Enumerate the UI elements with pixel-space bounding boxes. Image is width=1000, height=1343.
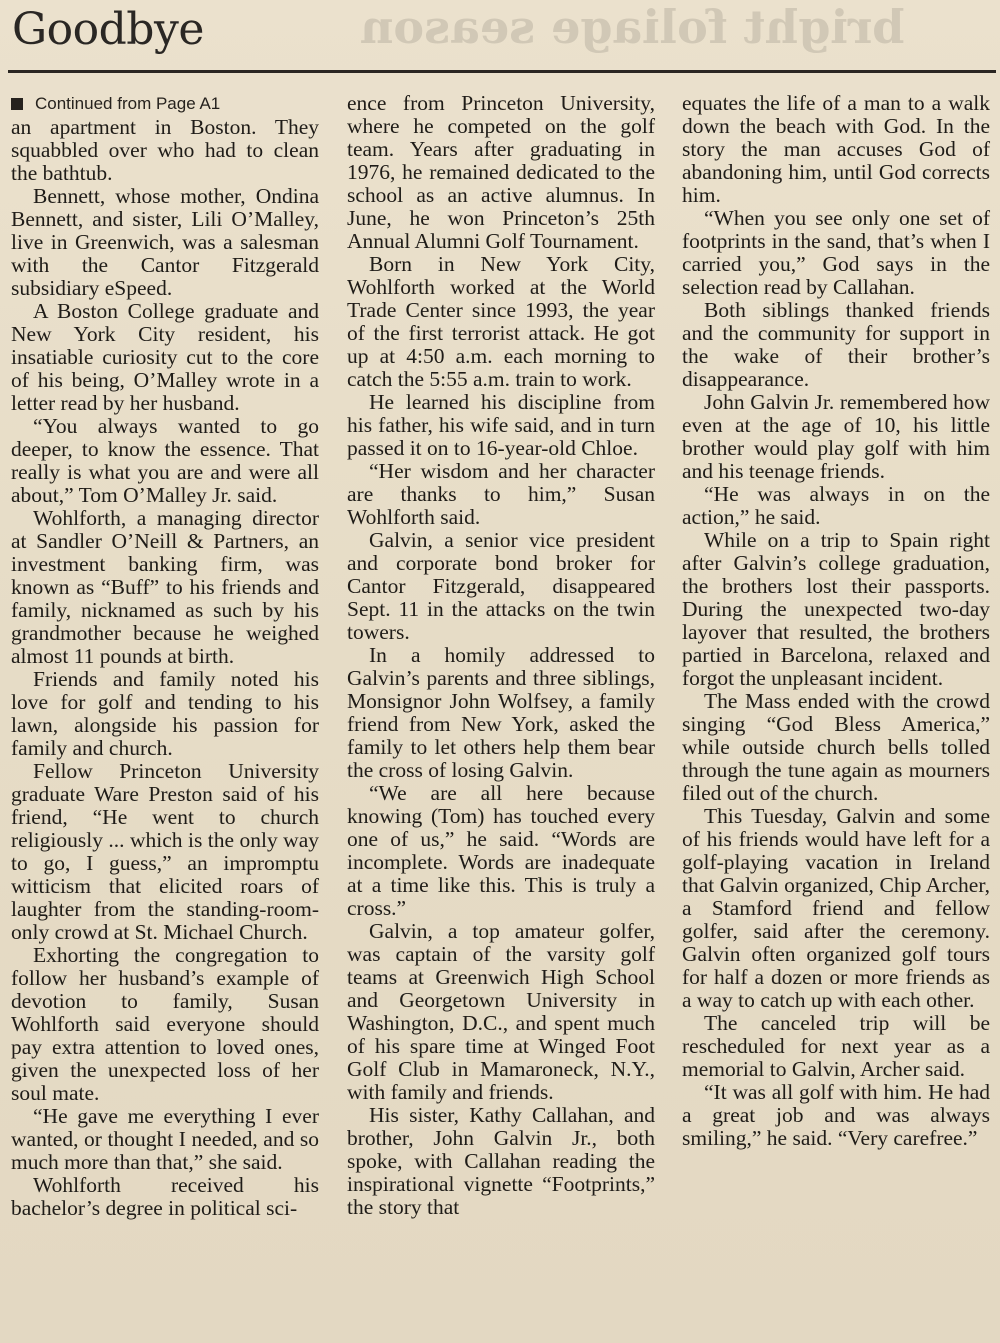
article-column-1 xyxy=(11,92,319,1220)
bleed-through-headline: bright foliage season xyxy=(360,0,905,54)
jump-line xyxy=(11,92,319,115)
headline-rule xyxy=(8,70,996,73)
paragraph: A Boston College graduate and New York City resident, his insatiable curiosity cut to the core of his being, O’Malley wrote in a letter read by her husband. xyxy=(11,299,319,415)
paragraph: Born in New York City, Wohlforth worked at the World Trade Center since 1993, the year of the first terrorist attack. He got up at 4:50 a.m. each morning to catch the 5:55 a.m. train to work. xyxy=(347,252,655,391)
paragraph: While on a trip to Spain right after Galvin’s college graduation, the brothers lost their passports. During the unexpected two-day layover that resulted, the brothers partied in Barcelona, relaxed and forgot the unpleasant incident. xyxy=(682,528,990,690)
paragraph: Both siblings thanked friends and the community for support in the wake of their brother’s disappearance. xyxy=(682,298,990,391)
paragraph: Friends and family noted his love for golf and tending to his lawn, alongside his passion for family and church. xyxy=(11,667,319,760)
paragraph: “When you see only one set of footprints in the sand, that’s when I carried you,” God says in the selection read by Callahan. xyxy=(682,206,990,299)
paragraph: Wohlforth, a managing director at Sandler O’Neill & Partners, an investment banking firm, was known as “Buff” to his friends and family, nicknamed as such by his grandmother because he weighed almost 11 pounds at birth. xyxy=(11,506,319,668)
square-bullet-icon xyxy=(11,98,23,110)
article-column-2 xyxy=(347,92,655,1219)
paragraph: The canceled trip will be rescheduled for next year as a memorial to Galvin, Archer said. xyxy=(682,1011,990,1081)
paragraph: “He was always in on the action,” he said. xyxy=(682,482,990,529)
paragraph: equates the life of a man to a walk down the beach with God. In the story the man accuses God of abandoning him, until God corrects him. xyxy=(682,91,990,207)
paragraph: an apartment in Boston. They squabbled over who had to clean the bathtub. xyxy=(11,115,319,185)
paragraph: The Mass ended with the crowd singing “God Bless America,” while outside church bells tolled through the tune again as mourners filed out of the church. xyxy=(682,689,990,805)
paragraph: “He gave me everything I ever wanted, or thought I needed, and so much more than that,” she said. xyxy=(11,1104,319,1174)
paragraph: ence from Princeton University, where he competed on the golf team. Years after graduating in 1976, he remained dedicated to the school as an active alumnus. In June, he won Princeton’s 25th Annual Alumni Golf Tournament. xyxy=(347,91,655,253)
article-column-3 xyxy=(682,92,990,1150)
paragraph: He learned his discipline from his father, his wife said, and in turn passed it on to 16-year-old Chloe. xyxy=(347,390,655,460)
paragraph: John Galvin Jr. remembered how even at the age of 10, his little brother would play golf with him and his teenage friends. xyxy=(682,390,990,483)
paragraph: “You always wanted to go deeper, to know the essence. That really is what you are and were all about,” Tom O’Malley Jr. said. xyxy=(11,414,319,507)
paragraph: “It was all golf with him. He had a great job and was always smiling,” he said. “Very carefree.” xyxy=(682,1080,990,1150)
paragraph: Fellow Princeton University graduate Ware Preston said of his friend, “He went to church religiously ... which is the only way to go, I guess,” an impromptu witticism that elicited roars of laughter from the standing-room-only crowd at St. Michael Church. xyxy=(11,759,319,944)
paragraph: Wohlforth received his bachelor’s degree in political sci- xyxy=(11,1173,319,1220)
paragraph: “We are all here because knowing (Tom) has touched every one of us,” he said. “Words are incomplete. Words are inadequate at a time like this. This is truly a cross.” xyxy=(347,781,655,920)
paragraph: This Tuesday, Galvin and some of his friends would have left for a golf-playing vacation in Ireland that Galvin organized, Chip Archer, a Stamford friend and fellow golfer, said after the ceremony. Galvin often organized golf tours for half a dozen or more friends as a way to catch up with each other. xyxy=(682,804,990,1012)
jump-line-text: Continued from Page A1 xyxy=(35,94,221,113)
paragraph: In a homily addressed to Galvin’s parents and three siblings, Monsignor John Wolfsey, a family friend from New York, asked the family to let others help them bear the cross of losing Galvin. xyxy=(347,643,655,782)
paragraph: Galvin, a top amateur golfer, was captain of the varsity golf teams at Greenwich High School and Georgetown University in Washington, D.C., and spent much of his spare time at Winged Foot Golf Club in Mamaroneck, N.Y., with family and friends. xyxy=(347,919,655,1104)
paragraph: His sister, Kathy Callahan, and brother, John Galvin Jr., both spoke, with Callahan reading the inspirational vignette “Footprints,” the story that xyxy=(347,1103,655,1219)
paragraph: Exhorting the congregation to follow her husband’s example of devotion to family, Susan Wohlforth said everyone should pay extra attention to loved ones, given the unexpected loss of her soul mate. xyxy=(11,943,319,1105)
headline: Goodbye xyxy=(12,4,204,55)
paragraph: Galvin, a senior vice president and corporate bond broker for Cantor Fitzgerald, disappeared Sept. 11 in the attacks on the twin towers. xyxy=(347,528,655,644)
paragraph: “Her wisdom and her character are thanks to him,” Susan Wohlforth said. xyxy=(347,459,655,529)
paragraph: Bennett, whose mother, Ondina Bennett, and sister, Lili O’Malley, live in Greenwich, was a salesman with the Cantor Fitzgerald subsidiary eSpeed. xyxy=(11,184,319,300)
